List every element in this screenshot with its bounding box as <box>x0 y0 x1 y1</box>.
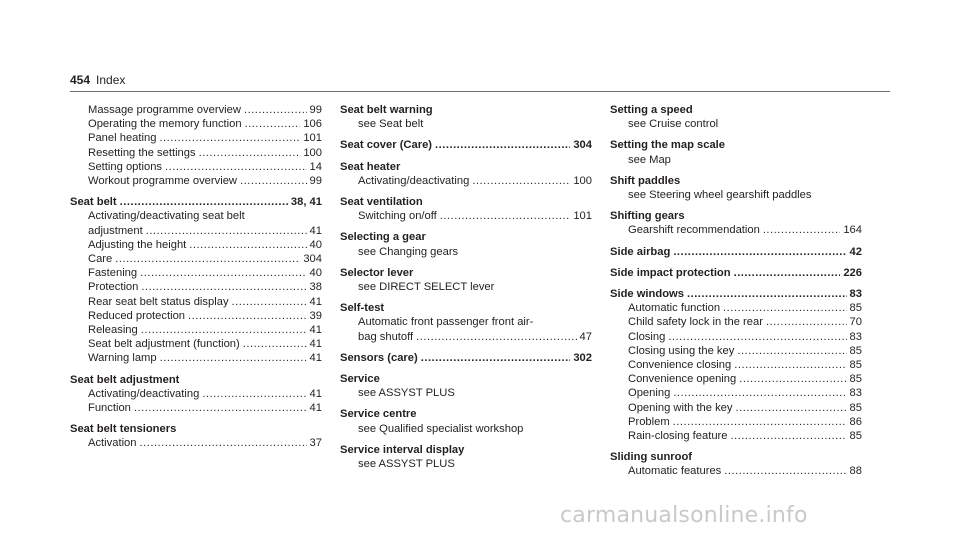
entry-heading <box>610 138 862 152</box>
page-reference[interactable]: 99 <box>309 175 322 188</box>
subentry <box>340 280 592 294</box>
entry-heading <box>610 450 862 464</box>
subentry <box>70 238 322 252</box>
page-reference[interactable]: 40 <box>309 267 322 280</box>
subentry <box>70 209 322 223</box>
dot-leader <box>202 387 306 401</box>
subentry-text: Opening with the key <box>628 401 733 414</box>
entry-heading <box>340 160 592 174</box>
subentry <box>340 386 592 400</box>
index-entry <box>610 138 862 166</box>
subentry-text: Reduced protection <box>88 309 186 322</box>
page-reference[interactable]: 40 <box>309 238 322 251</box>
dot-leader <box>734 358 846 372</box>
index-entry <box>340 443 592 471</box>
subentry-text: Protection <box>88 281 139 294</box>
entry-title: Sliding sunroof <box>610 451 693 464</box>
subentry <box>70 224 322 238</box>
index-entry <box>70 373 322 416</box>
page-reference[interactable]: 101 <box>573 210 592 223</box>
subentry-text: Automatic function <box>628 302 721 315</box>
subentry <box>610 464 862 478</box>
dot-leader <box>141 280 306 294</box>
subentry-text: Setting options <box>88 160 163 173</box>
entry-heading <box>610 287 862 301</box>
dot-leader <box>159 131 300 145</box>
page-reference[interactable]: 86 <box>849 415 862 428</box>
index-column-3 <box>610 103 862 479</box>
page-reference[interactable]: 41 <box>309 402 322 415</box>
subentry-text: see Changing gears <box>358 245 459 258</box>
dot-leader <box>140 266 306 280</box>
entry-title: Side airbag <box>610 245 671 258</box>
subentry <box>70 252 322 266</box>
header-divider <box>70 91 890 92</box>
dot-leader <box>199 146 301 160</box>
entry-heading <box>610 245 862 259</box>
entry-title: Seat heater <box>340 160 401 173</box>
index-entry <box>340 195 592 223</box>
entry-heading <box>70 422 322 436</box>
page-reference[interactable]: 38, 41 <box>290 196 322 209</box>
page-reference[interactable]: 38 <box>309 281 322 294</box>
index-entry <box>610 450 862 478</box>
index-entry <box>340 351 592 365</box>
entry-title: Setting a speed <box>610 104 693 116</box>
subentry <box>610 117 862 131</box>
page-reference[interactable]: 85 <box>849 401 862 414</box>
subentry <box>610 301 862 315</box>
subentry-text: Function <box>88 402 131 415</box>
page-reference[interactable]: 41 <box>309 387 322 400</box>
subentry <box>70 146 322 160</box>
dot-leader <box>673 415 847 429</box>
subentry <box>610 188 862 202</box>
subentry-text: see Steering wheel gearshift paddles <box>628 189 812 202</box>
dot-leader <box>673 245 846 259</box>
entry-title: Selecting a gear <box>340 231 426 244</box>
page-reference[interactable]: 14 <box>309 160 322 173</box>
subentry-text: Gearshift recommendation <box>628 224 760 237</box>
page-number: 454 <box>70 73 91 87</box>
page-reference[interactable]: 70 <box>849 316 862 329</box>
index-entry <box>610 174 862 202</box>
dot-leader <box>763 223 841 237</box>
subentry-text: Activating/deactivating <box>358 174 470 187</box>
subentry <box>610 330 862 344</box>
subentry-text: Switching on/off <box>358 210 437 223</box>
subentry <box>340 117 592 131</box>
dot-leader <box>421 351 571 365</box>
dot-leader <box>134 401 307 415</box>
subentry <box>70 131 322 145</box>
subentry <box>70 309 322 323</box>
entry-heading <box>610 174 862 188</box>
entry-title: Sensors (care) <box>340 351 418 364</box>
subentry <box>70 266 322 280</box>
index-column-2 <box>340 103 592 471</box>
entry-heading <box>610 103 862 117</box>
entry-title: Selector lever <box>340 266 414 279</box>
subentry-text: Rain-closing feature <box>628 430 728 443</box>
subentry-text: Workout programme overview <box>88 175 238 188</box>
dot-leader <box>766 315 847 329</box>
dot-leader <box>189 238 306 252</box>
dot-leader <box>723 301 847 315</box>
subentry <box>340 245 592 259</box>
subentry-text: Warning lamp <box>88 352 157 365</box>
subentry-text: Child safety lock in the rear <box>628 316 763 329</box>
page-reference[interactable]: 88 <box>849 465 862 478</box>
subentry <box>610 386 862 400</box>
dot-leader <box>668 330 846 344</box>
subentry <box>340 174 592 188</box>
subentry <box>610 415 862 429</box>
dot-leader <box>160 351 307 365</box>
subentry <box>610 315 862 329</box>
dot-leader <box>734 266 841 280</box>
index-entry <box>340 301 592 344</box>
entry-heading <box>340 266 592 280</box>
subentry <box>610 223 862 237</box>
index-entry <box>340 138 592 152</box>
subentry <box>610 344 862 358</box>
page-reference[interactable]: 42 <box>849 245 862 258</box>
subentry-text: Closing <box>628 330 666 343</box>
entry-heading <box>70 373 322 387</box>
dot-leader <box>735 401 846 415</box>
entry-heading <box>340 195 592 209</box>
subentry <box>70 295 322 309</box>
index-entry <box>70 422 322 450</box>
dot-leader <box>140 436 307 450</box>
page-reference[interactable]: 85 <box>849 373 862 386</box>
subentry-text: Convenience opening <box>628 373 737 386</box>
page-reference[interactable]: 39 <box>309 309 322 322</box>
subentry <box>610 153 862 167</box>
page-reference[interactable]: 83 <box>849 288 862 301</box>
page-reference[interactable]: 100 <box>573 174 592 187</box>
subentry-text: Operating the memory function <box>88 118 242 131</box>
entry-heading <box>340 138 592 152</box>
entry-title: Shifting gears <box>610 210 685 223</box>
subentry-text: Activation <box>88 437 137 450</box>
index-entry <box>70 195 322 365</box>
entry-heading <box>340 443 592 457</box>
subentry-text: Panel heating <box>88 132 157 145</box>
index-entry <box>610 245 862 259</box>
subentry-text: Resetting the settings <box>88 146 196 159</box>
index-entry <box>610 287 862 443</box>
index-entry <box>340 230 592 258</box>
subentry-text: Opening <box>628 387 671 400</box>
dot-leader <box>737 344 846 358</box>
page-reference[interactable]: 47 <box>579 330 592 343</box>
subentry-text: see Seat belt <box>358 118 424 131</box>
dot-leader <box>245 117 301 131</box>
page-reference[interactable]: 83 <box>849 387 862 400</box>
subentry-text: Care <box>88 253 113 266</box>
index-entry <box>340 160 592 188</box>
page-reference[interactable]: 304 <box>303 253 322 266</box>
page-reference[interactable]: 106 <box>303 118 322 131</box>
page-reference[interactable]: 85 <box>849 302 862 315</box>
subentry-text: Closing using the key <box>628 344 735 357</box>
subentry-text: Releasing <box>88 324 138 337</box>
index-entry <box>340 103 592 131</box>
dot-leader <box>120 195 288 209</box>
subentry <box>610 372 862 386</box>
page-reference[interactable]: 100 <box>303 146 322 159</box>
subentry <box>610 401 862 415</box>
subentry-text: Automatic front passenger front air- <box>358 316 534 329</box>
subentry <box>340 209 592 223</box>
subentry <box>70 436 322 450</box>
subentry <box>70 401 322 415</box>
subentry-text: Problem <box>628 415 670 428</box>
subentry <box>70 174 322 188</box>
subentry-text: Adjusting the height <box>88 238 187 251</box>
dot-leader <box>435 138 570 152</box>
subentry-text: see DIRECT SELECT lever <box>358 281 495 294</box>
dot-leader <box>243 337 307 351</box>
entry-heading <box>340 351 592 365</box>
subentry-text: adjustment <box>88 224 143 237</box>
subentry <box>610 358 862 372</box>
page-reference[interactable]: 41 <box>309 338 322 351</box>
subentry-text: Automatic features <box>628 465 722 478</box>
dot-leader <box>416 330 576 344</box>
subentry <box>610 429 862 443</box>
entry-title: Seat ventilation <box>340 196 423 209</box>
page-reference[interactable]: 41 <box>309 224 322 237</box>
dot-leader <box>440 209 571 223</box>
entry-heading <box>340 372 592 386</box>
page-reference[interactable]: 304 <box>573 139 592 152</box>
entry-title: Self-test <box>340 302 385 315</box>
page-reference[interactable]: 302 <box>573 351 592 364</box>
dot-leader <box>115 252 300 266</box>
index-entry <box>340 407 592 435</box>
dot-leader <box>165 160 307 174</box>
page-reference[interactable]: 85 <box>849 359 862 372</box>
page-header <box>70 73 125 87</box>
subentry-text: see Cruise control <box>628 118 719 131</box>
subentry-text: bag shutoff <box>358 330 414 343</box>
subentry-text: Activating/deactivating seat belt <box>88 210 245 223</box>
entry-heading <box>70 195 322 209</box>
dot-leader <box>232 295 307 309</box>
subentry <box>70 387 322 401</box>
entry-title: Seat belt tensioners <box>70 423 177 436</box>
entry-heading <box>340 230 592 244</box>
dot-leader <box>673 386 846 400</box>
dot-leader <box>731 429 847 443</box>
subentry-text: Massage programme overview <box>88 104 241 116</box>
entry-title: Seat belt warning <box>340 104 433 116</box>
entry-title: Seat belt adjustment <box>70 373 180 386</box>
index-entry <box>610 209 862 237</box>
subentry-text: Rear seat belt status display <box>88 295 229 308</box>
entry-heading <box>610 209 862 223</box>
dot-leader <box>472 174 570 188</box>
subentry-text: see ASSYST PLUS <box>358 387 455 400</box>
entry-title: Seat cover (Care) <box>340 139 433 152</box>
subentry <box>70 280 322 294</box>
subentry <box>70 337 322 351</box>
index-column-1 <box>70 103 322 451</box>
page-reference[interactable]: 99 <box>309 104 322 116</box>
dot-leader <box>724 464 846 478</box>
subentry-text: Fastening <box>88 267 138 280</box>
subentry <box>340 457 592 471</box>
subentry <box>70 323 322 337</box>
index-entry <box>610 266 862 280</box>
index-entry <box>610 103 862 131</box>
subentry <box>70 351 322 365</box>
subentry-text: Seat belt adjustment (function) <box>88 338 240 351</box>
subentry <box>340 422 592 436</box>
entry-title: Side windows <box>610 288 684 301</box>
page-reference[interactable]: 101 <box>303 132 322 145</box>
index-entry <box>70 103 322 188</box>
entry-title: Service <box>340 373 380 386</box>
subentry-text: see Map <box>628 153 671 166</box>
dot-leader <box>244 103 307 117</box>
dot-leader <box>739 372 846 386</box>
subentry <box>340 330 592 344</box>
page-reference[interactable]: 41 <box>309 295 322 308</box>
dot-leader <box>141 323 307 337</box>
entry-title: Service centre <box>340 408 417 421</box>
watermark: carmanualsonline.info <box>560 503 808 528</box>
subentry-text: see Qualified specialist workshop <box>358 422 524 435</box>
entry-title: Service interval display <box>340 443 465 456</box>
page-reference[interactable]: 41 <box>309 324 322 337</box>
entry-title: Side impact protection <box>610 266 731 279</box>
page-reference[interactable]: 85 <box>849 430 862 443</box>
subentry-text: Convenience closing <box>628 359 732 372</box>
entry-title: Shift paddles <box>610 174 681 187</box>
entry-heading <box>340 103 592 117</box>
entry-heading <box>340 301 592 315</box>
section-title: Index <box>96 73 126 87</box>
page-reference[interactable]: 83 <box>849 330 862 343</box>
entry-title: Setting the map scale <box>610 139 726 152</box>
entry-heading <box>340 407 592 421</box>
entry-title: Seat belt <box>70 196 117 209</box>
page-reference[interactable]: 85 <box>849 344 862 357</box>
index-entry <box>340 266 592 294</box>
page-reference[interactable]: 226 <box>843 266 862 279</box>
dot-leader <box>146 224 307 238</box>
entry-heading <box>610 266 862 280</box>
dot-leader <box>687 287 847 301</box>
subentry <box>70 160 322 174</box>
subentry <box>340 315 592 329</box>
dot-leader <box>188 309 307 323</box>
dot-leader <box>240 174 307 188</box>
subentry <box>70 117 322 131</box>
page-reference[interactable]: 37 <box>309 437 322 450</box>
index-entry <box>340 372 592 400</box>
page-reference[interactable]: 164 <box>843 224 862 237</box>
subentry-text: see ASSYST PLUS <box>358 458 455 471</box>
subentry <box>70 103 322 117</box>
page-reference[interactable]: 41 <box>309 352 322 365</box>
subentry-text: Activating/deactivating <box>88 387 200 400</box>
